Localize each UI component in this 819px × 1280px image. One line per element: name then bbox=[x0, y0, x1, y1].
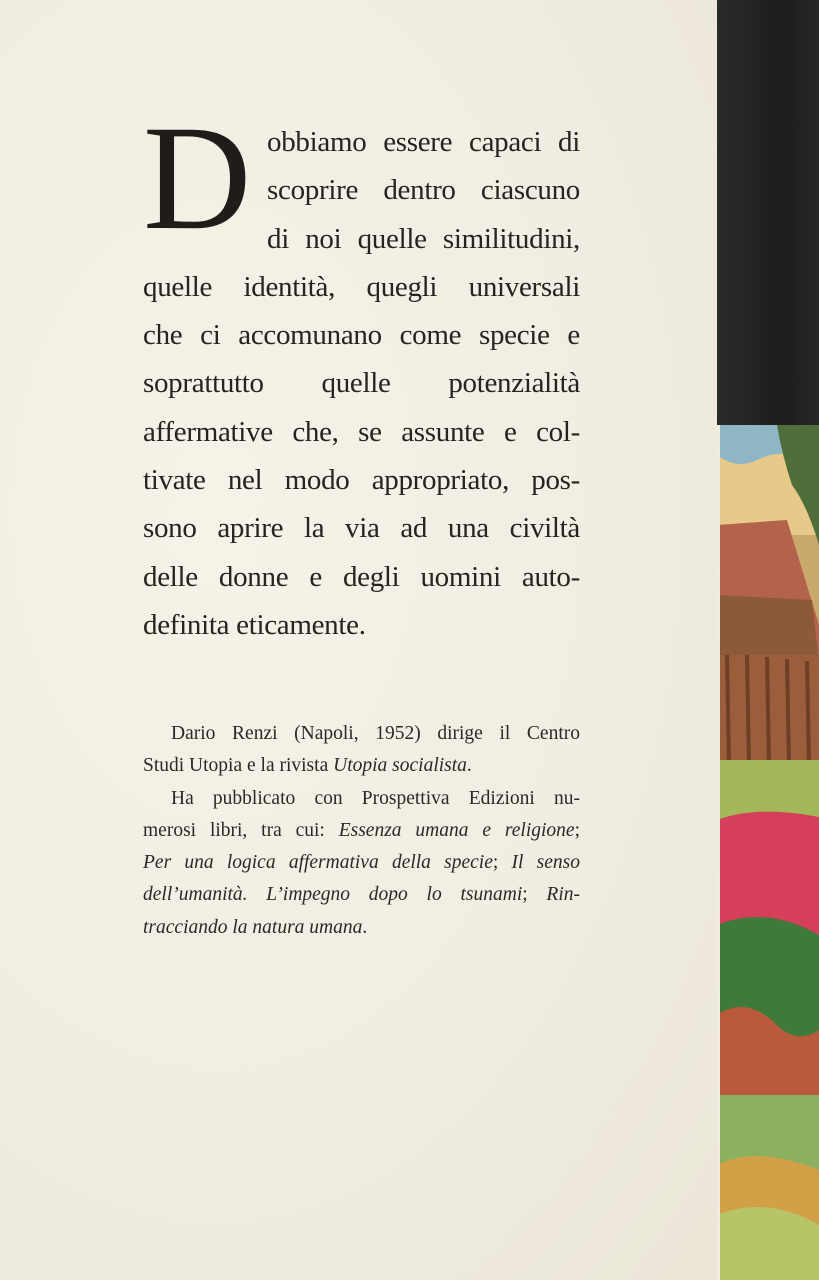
bio-text: ; bbox=[522, 884, 547, 906]
bio-line bbox=[143, 750, 580, 782]
bio-line: Dario Renzi (Napoli, 1952) dirige il Centro bbox=[171, 723, 580, 744]
quote-line: affermative che, se assunte e col- bbox=[143, 415, 580, 448]
quote-line: che ci accomunano come specie e bbox=[143, 319, 580, 352]
bio-line: Ha pubblicato con Prospettiva Edizioni nu- bbox=[171, 787, 580, 809]
bio-text: ; bbox=[574, 819, 580, 841]
bio-line bbox=[143, 847, 580, 879]
drop-cap: D bbox=[143, 95, 252, 261]
author-bio bbox=[143, 718, 580, 944]
book-title: Il senso bbox=[511, 852, 581, 874]
bio-line bbox=[143, 912, 580, 944]
painting-strip bbox=[717, 425, 819, 1280]
quote-line: obbiamo essere capaci di bbox=[267, 126, 580, 158]
quote-line: di noi quelle similitudini, bbox=[267, 222, 580, 255]
bio-text: ; bbox=[492, 852, 512, 874]
bio-text: . bbox=[466, 755, 472, 777]
bio-text: Studi Utopia e la rivista bbox=[143, 755, 334, 777]
quote-line: scoprire dentro ciascuno bbox=[267, 174, 580, 207]
quote-line: delle donne e degli uomini auto- bbox=[143, 560, 580, 593]
spine-dark-band bbox=[717, 0, 819, 425]
cover-quote bbox=[143, 95, 580, 649]
bio-text: merosi libri, tra cui: bbox=[143, 819, 339, 841]
bio-text: . bbox=[362, 916, 368, 938]
quote-line: tivate nel modo appropriato, pos- bbox=[143, 464, 580, 497]
quote-line: soprattutto quelle potenzialità bbox=[143, 367, 580, 400]
book-title: tracciando la natura umana bbox=[143, 916, 363, 938]
book-title: dell’umanità. L’impegno dopo lo tsunami bbox=[143, 884, 523, 906]
quote-line: definita eticamente. bbox=[143, 608, 366, 641]
book-title: Essenza umana e religione bbox=[338, 819, 575, 841]
quote-line: sono aprire la via ad una civiltà bbox=[143, 512, 580, 545]
bio-line bbox=[143, 879, 580, 911]
quote-line: quelle identità, quegli universali bbox=[143, 270, 580, 303]
cover-spine-artwork bbox=[717, 0, 819, 1280]
book-title: Per una logica affermativa della specie bbox=[143, 852, 493, 874]
book-title: Rin- bbox=[546, 884, 580, 906]
journal-title: Utopia socialista bbox=[333, 755, 467, 777]
bio-line bbox=[143, 815, 580, 847]
